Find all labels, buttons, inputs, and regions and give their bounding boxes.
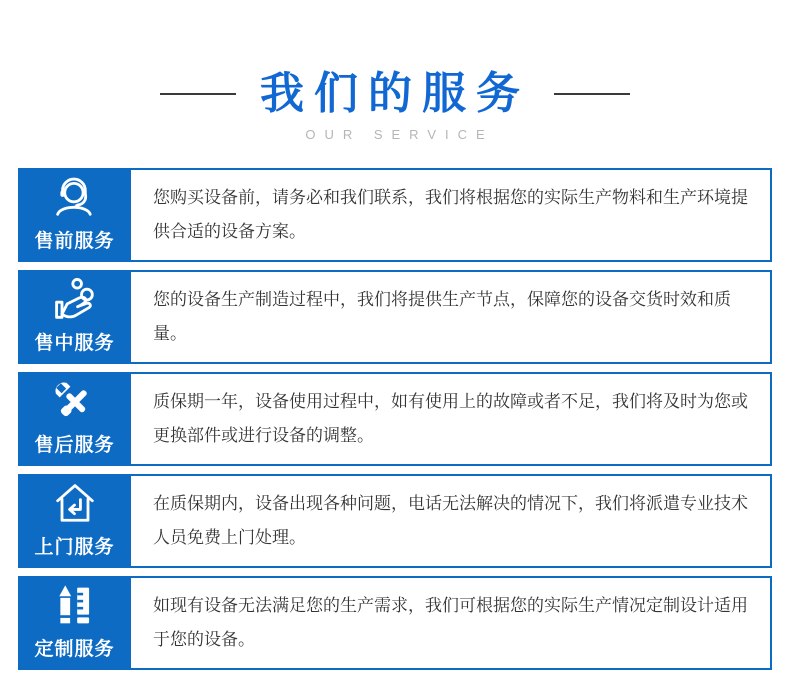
tools-icon xyxy=(49,376,101,428)
service-card-custom xyxy=(18,576,772,670)
house-arrow-icon xyxy=(49,478,101,530)
service-description: 质保期一年，设备使用过程中，如有使用上的故障或者不足，我们将及时为您或更换部件或进行设备的调整。 xyxy=(153,391,748,445)
pencil-ruler-icon xyxy=(49,580,101,632)
services-list xyxy=(18,168,772,670)
service-card-insale xyxy=(18,270,772,364)
service-body xyxy=(131,272,770,362)
service-description: 您的设备生产制造过程中，我们将提供生产节点，保障您的设备交货时效和质量。 xyxy=(153,289,731,343)
service-description: 您购买设备前，请务必和我们联系，我们将根据您的实际生产物料和生产环境提供合适的设备方案。 xyxy=(153,187,748,241)
service-card-aftersale xyxy=(18,372,772,466)
service-label: 售前服务 xyxy=(34,230,115,252)
service-badge-insale xyxy=(18,270,131,364)
service-badge-onsite xyxy=(18,474,131,568)
service-card-presale xyxy=(18,168,772,262)
right-dash-divider xyxy=(554,93,630,95)
service-badge-custom xyxy=(18,576,131,670)
service-description: 如现有设备无法满足您的生产需求，我们可根据您的实际生产情况定制设计适用于您的设备。 xyxy=(153,595,748,649)
service-body xyxy=(131,374,770,464)
service-badge-aftersale xyxy=(18,372,131,466)
page-title: 我们的服务 xyxy=(260,69,530,118)
service-label: 定制服务 xyxy=(34,638,115,660)
service-body xyxy=(131,476,770,566)
service-description: 在质保期内，设备出现各种问题，电话无法解决的情况下，我们将派遣专业技术人员免费上门处理。 xyxy=(153,493,748,547)
service-label: 上门服务 xyxy=(34,536,115,558)
service-badge-presale xyxy=(18,168,131,262)
service-label: 售后服务 xyxy=(34,434,115,456)
service-body xyxy=(131,578,770,668)
service-card-onsite xyxy=(18,474,772,568)
section-header xyxy=(0,0,790,142)
left-dash-divider xyxy=(160,93,236,95)
service-label: 售中服务 xyxy=(34,332,115,354)
page-subtitle: OUR SERVICE xyxy=(305,126,494,142)
service-body xyxy=(131,170,770,260)
title-row xyxy=(0,68,790,121)
headset-support-icon xyxy=(49,172,101,224)
hand-care-icon xyxy=(49,274,101,326)
